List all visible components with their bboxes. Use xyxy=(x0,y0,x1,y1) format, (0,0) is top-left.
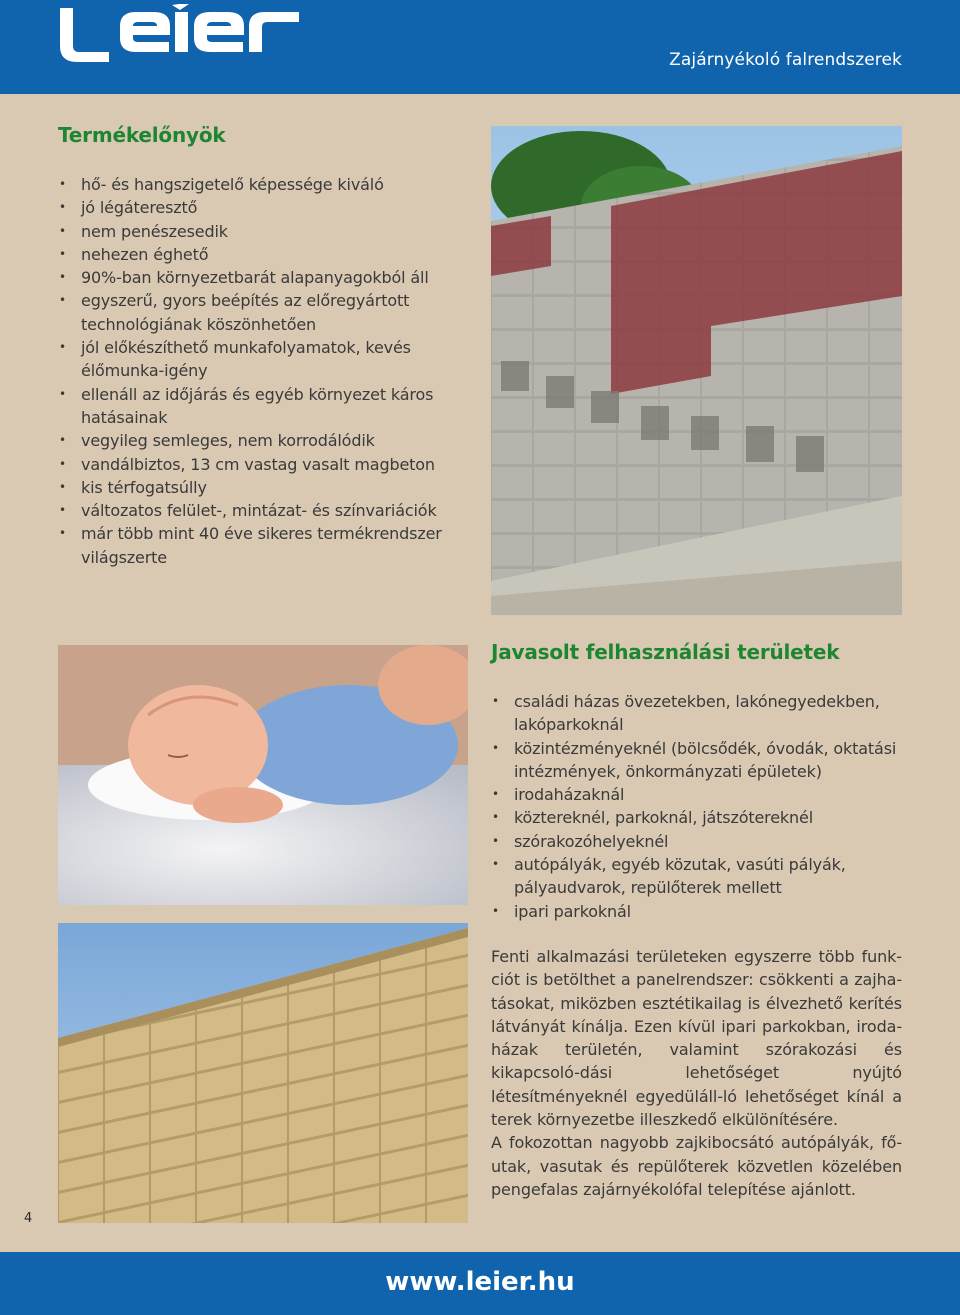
list-item: • ipari parkoknál xyxy=(491,900,911,923)
list-item: • jól előkészíthető munkafolyamatok, kevés élőmunka-igény xyxy=(58,336,458,383)
list-item: • családi házas övezetekben, lakónegyedekben, lakóparkoknál xyxy=(491,690,911,737)
sleeping-baby-photo xyxy=(58,645,468,905)
list-item: • jó légáteresztő xyxy=(58,196,458,219)
list-item: • 90%-ban környezetbarát alapanyagokból áll xyxy=(58,266,458,289)
list-item: • szórakozóhelyeknél xyxy=(491,830,911,853)
list-item: • kis térfogatsúlly xyxy=(58,476,458,499)
list-item: • vandálbiztos, 13 cm vastag vasalt magbeton xyxy=(58,453,458,476)
advantages-title: Termékelőnyök xyxy=(58,123,226,147)
usage-list xyxy=(491,690,911,923)
list-item: • vegyileg semleges, nem korrodálódik xyxy=(58,429,458,452)
list-item: • autópályák, egyéb közutak, vasúti pályák, pályaudvarok, repülőterek mellett xyxy=(491,853,911,900)
list-item: • nehezen éghető xyxy=(58,243,458,266)
list-item: • nem penészesedik xyxy=(58,220,458,243)
header-tagline: Zajárnyékoló falrendszerek xyxy=(669,50,902,70)
list-item: • változatos felület-, mintázat- és színvariációk xyxy=(58,499,458,522)
list-item: • ellenáll az időjárás és egyéb környezet káros hatásainak xyxy=(58,383,458,430)
list-item: • egyszerű, gyors beépítés az előregyártott technológiának köszönhetően xyxy=(58,289,458,336)
list-item: • köztereknél, parkoknál, játszótereknél xyxy=(491,806,911,829)
website-link[interactable]: www.leier.hu xyxy=(385,1267,575,1297)
usage-paragraph-2: A fokozottan nagyobb zajkibocsátó autópályák, fő-utak, vasutak és repülőterek közvetlen közelében pengefalas zajárnyékolófal telepítése ajánlott. xyxy=(491,1133,902,1199)
noise-wall-red-photo xyxy=(491,126,902,615)
usage-description xyxy=(491,945,902,1201)
footer-bar xyxy=(0,1252,960,1315)
list-item: • már több mint 40 éve sikeres termékrendszer világszerte xyxy=(58,522,458,569)
list-item: • hő- és hangszigetelő képessége kiváló xyxy=(58,173,458,196)
page-number: 4 xyxy=(24,1211,33,1226)
list-item: • irodaházaknál xyxy=(491,783,911,806)
advantages-list xyxy=(58,173,458,569)
header-bar xyxy=(0,0,960,94)
leier-logo xyxy=(58,4,302,64)
list-item: • közintézményeknél (bölcsődék, óvodák, oktatási intézmények, önkormányzati épületek) xyxy=(491,737,911,784)
noise-wall-yellow-photo xyxy=(58,923,468,1223)
usage-paragraph-1: Fenti alkalmazási területeken egyszerre több funk-ciót is betölthet a panelrendszer: csökkenti a zajha-tásokat, miközben esztétikailag is élvezhető kerítés látványát kínálja. Ezen kívül ipari parkokban, iroda-házak területén, valamint szórakozási és kikapcsoló-dási lehetőséget nyújtó létesítményeknél egyedüláll-ló lehetőséget kínál a terek környezetbe illeszkedő elkülönítésére. xyxy=(491,947,902,1130)
usage-title: Javasolt felhasználási területek xyxy=(491,640,840,664)
